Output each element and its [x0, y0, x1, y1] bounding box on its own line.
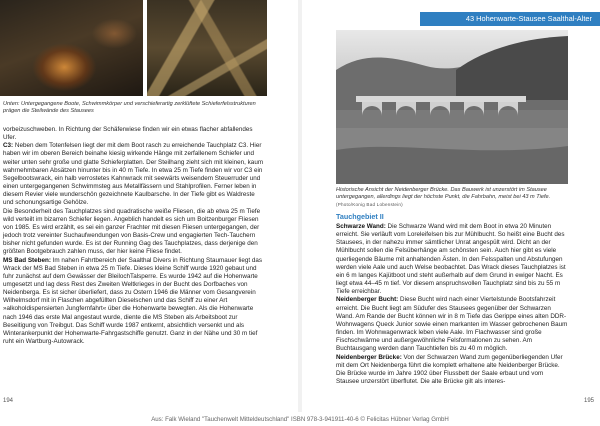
left-body-text: [3, 126, 265, 346]
copyright-footer: Aus: Falk Wieland "Tauchenwelt Mitteldeutschland" ISBN 978-3-941911-40-6 © Felicitas Hübner Verlag GmbH: [0, 413, 600, 426]
photo-credit: (Photo/Konig Bad Lobenstein): [336, 202, 403, 207]
running-head: 43 Hohenwarte-Stausee Saalthal-Alter: [420, 12, 600, 26]
left-paragraph: vorbeizuschweben. In Richtung der Schäferwiese finden wir ein etwas flacher abfallendes Ufer.: [3, 126, 253, 142]
left-paragraph: MS Bad Steben: Im nahen Fahrtbereich der Saalthal Divers in Richtung Staumauer liegt das Wrack der MS Bad Steben in etwa 25 m Tiefe. Dieses kleine Schiff wurde 1920 gebaut und fuhr zunächst auf dem Gewässer der BleilochTalsperre. Es wurde 1942 auf die Hohenwarte umgesetzt und lag dess Rest des Zweiten Weltkrieges in der Bucht des Dorfbaches von Neidenberga. Es ist sicher überliefert, dass zu Ostern 1946 die Männer vom Gesangverein Wilhelmsdorf mit in Flaschen abgefüllten Dieselschen und das Schiff zu einer Art »alkoholdispensierten Jungfernfahrt« über die Hohenwarte bewegten. Als die Hohenwarte nach 1946 das erste Mal angestaut wurde, diente die MS Steben als Arbeitsboot zur Beseitigung von Treibgut. Das Schiff wurde 1987 entkernt, absichtlich versenkt und als Winterankerpunkt der Hohenwarte-Fahrgastschiffe genutzt. Ganz in der Nähe und 30 m tief ruht ein Wartburg-Autowrack.: [3, 256, 262, 346]
right-paragraph: Neidenberger Bucht: Diese Bucht wird nach einer Viertelstunde Bootsfahrzeit erreicht. Die Bucht liegt am Südufer des Stausees gegenüber der Schwarzen Wand. Am Rande der Bucht können wir in 8 m Tiefe das Gerippe eines alten DDR-Wohnwagens Queck Junior sowie einen markanten im Wasser gebrochenen Baum finden. Im Wohnwagenwrack leben viele Aale. Im Flachwasser sind große Fischschwärme und außergewöhnliche Felsformationen zu sehen. Am Buchtausgang werden dann Tauchtiefen bis zu 40 m möglich.: [336, 296, 568, 353]
left-paragraph: C3: Neben dem Totenfelsen liegt der mit dem Boot rasch zu erreichende Tauchplatz C3. Hier haben wir im oberen Bereich beinahe kiesig wirkende Hänge mit zerfallenem Schiefer und weiter unten sehr große und glatte Schieferplatten. Der Steilhang zieht sich mit kleinen, kaum wahrnehmbaren Absätzen hinunter bis in 40 m Tiefe. In etwa 25 m Tiefe finden wir vor C3 ein Segelbootswrack, ein halb verrostetes Kahnwrack mit seewärts weisendem Steuerruder und einen untergegangenen Schwimmsteg aus Metallfässern und Stahlprofilen. Ferner leben in diesem Revier viele wunderschön gezeichnete Kaulbarsche. In der Tiefe gibt es Waldreste und schonungsartige Gehölze.: [3, 142, 264, 207]
right-page-number: 195: [583, 398, 594, 404]
right-body-text: [336, 223, 568, 386]
bridge-illustration: [336, 30, 568, 184]
bridge-caption: [336, 187, 568, 209]
right-paragraph: Neidenberger Brücke: Von der Schwarzen Wand zum gegenüberliegenden Ufer mit dem Ort Neidenberga führt die komplett erhaltene alte Neidenberger Brücke. Die Brücke wurde im Jahre 1902 über Flussbett der Saale erbaut und vom Stausee unzerstört überflutet. Die alte Brücke gilt als interes-: [336, 353, 563, 385]
right-paragraph: Schwarze Wand: Die Schwarze Wand wird mit dem Boot in etwa 20 Minuten erreicht. Sie verläuft vom Loreleifelsen bis zur Mühlbucht. So heißt eine Bucht des Stausees, in der nahezu immer sämtlicher Unrat angespült wird. Dicht an der Mühlbucht sollen die Felsüberhänge am schönsten sein. Auch hier gibt es viele querliegende Bäume mit anhaltenden Ästen. In den Felsspalten und Abstufungen werden viele Aale und auch Welse beobachtet. Das Wrack dieses Tauchplatzes ist ein 6 m langes Kajütboot und steht außerhalb auf dem Grund in ewiger Nacht. Es liegt etwa 44–45 m tief. Vor diesem anspruchsvollen Tauchplatz sind bis zu 55 m Tiefe erreichbar.: [336, 223, 566, 296]
bridge-photo: [336, 30, 568, 184]
slate-rock-photo: [147, 0, 267, 96]
left-page-number: 194: [3, 398, 14, 404]
left-photo-caption: Unten: Untergegangene Boote, Schwimmkörper und verschieferartig zerklüftete Schieferfelsstrukturen prägen die Steilwände des Stausees: [3, 101, 256, 114]
sunken-boats-photo: [0, 0, 143, 96]
bridge-caption-text: Historische Ansicht der Neidenberger Brücke. Das Bauwerk ist unzerstört im Stausee untergegangen, allerdings liegt der höchste Punkt, die Fahrbahn, meist bei 43 m Tiefe.: [336, 187, 551, 200]
left-page: [0, 0, 298, 412]
right-page: [302, 0, 600, 412]
section-subhead: Tauchgebiet II: [336, 212, 384, 221]
left-paragraph: Die Besonderheit des Tauchplatzes sind quadratische weiße Fliesen, die ab etwa 25 m Tiefe wild verteilt im bizarren Schiefer liegen. Angeblich handelt es sich um Boitzenburger Fliesen von 1985. Es wird erzählt, es sei ein ganzer Frachter mit diesen Fliesen untergegangen, der jedoch trotz vereinter Suchaufwendungen von Basis-Crew und engagierten Tech-Tauchern bisher nicht gefunden wurde. Es ist der Running Gag des Tauchplatzes, dass derjenige den größten Bootgebrauch zahlen muss, der hier keine Fliese findet.: [3, 207, 261, 256]
